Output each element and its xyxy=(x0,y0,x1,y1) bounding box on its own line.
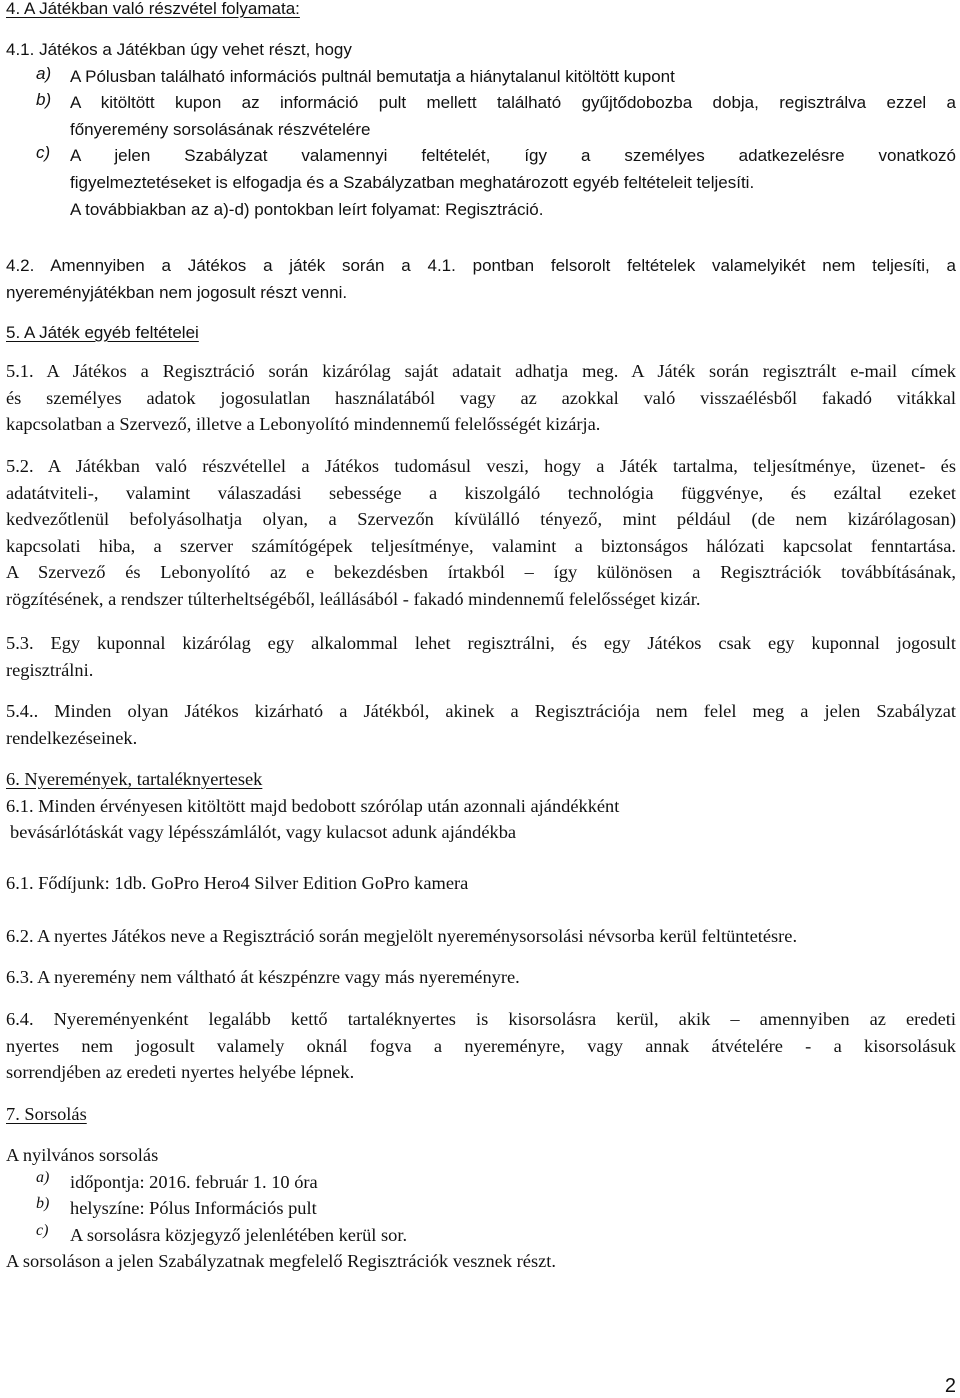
list-item-4-1-c xyxy=(6,143,956,170)
paragraph-6-2 xyxy=(6,923,956,950)
paragraph-5-2-line: kedvezőtlenül befolyásolhatja olyan, a Szervezőn kívülálló tényező, mint például (de nem kizárólagosan) xyxy=(6,509,956,530)
paragraph-5-4-line: 5.4.. Minden olyan Játékos kizárható a Játékból, akinek a Regisztrációja nem felel meg a jelen Szabályzat xyxy=(6,701,956,721)
list-item-4-1-c-cont xyxy=(6,170,956,197)
paragraph-5-2-line: 5.2. A Játékban való részvétellel a Játékos tudomásul veszi, hogy a Játék tartalma, teljesítménye, üzenet- és xyxy=(6,456,956,476)
paragraph-6-4-line: 6.4. Nyereményenként legalább kettő tartaléknyertes is kisorsolásra kerül, akik – amennyiben az eredeti xyxy=(6,1009,956,1029)
section-6-heading: 6. Nyeremények, tartaléknyertesek xyxy=(6,769,263,789)
paragraph-5-3-line: regisztrálni. xyxy=(6,659,94,680)
paragraph-6-4-line: nyertes nem jogosult valamely oknál fogva a nyereményre, vagy annak átvételére - a kisorsolásuk xyxy=(6,1035,956,1056)
list-text-a: A Pólusban található információs pultnál bemutatja a hiánytalanul kitöltött kupont xyxy=(70,66,675,86)
drawing-label-c: c) xyxy=(36,1221,49,1239)
paragraph-5-1-line: kapcsolatban a Szervező, illetve a Lebonyolító mindennemű felelősségét kizárja. xyxy=(6,414,601,435)
list-text-c-line-2: figyelmeztetéseket is elfogadja és a Szabályzatban meghatározott egyéb feltételeit teljesíti. xyxy=(70,172,755,192)
drawing-item-a xyxy=(6,1169,956,1196)
section-5-heading: 5. A Játék egyéb feltételei xyxy=(6,323,199,342)
grand-prize-line: 6.1. Fődíjunk: 1db. GoPro Hero4 Silver Edition GoPro kamera xyxy=(6,873,469,893)
drawing-closing: A sorsoláson a jelen Szabályzatnak megfelelő Regisztrációk vesznek részt. xyxy=(6,1251,556,1272)
paragraph-6-4 xyxy=(6,1006,956,1086)
paragraph-4-2-line-1: 4.2. Amennyiben a Játékos a játék során a 4.1. pontban felsorolt feltételek valamelyikét nem teljesíti, a xyxy=(6,256,956,275)
paragraph-6-3-line: 6.3. A nyeremény nem váltható át készpénzre vagy más nyereményre. xyxy=(6,967,520,987)
paragraph-5-2-line: kapcsolati hiba, a szerver számítógépek teljesítménye, valamint a biztonságos hálózati kapcsolat fenntartása. xyxy=(6,535,956,556)
paragraph-5-2 xyxy=(6,453,956,613)
page-number: 2 xyxy=(944,1375,956,1397)
list-item-4-1-b-cont xyxy=(6,117,956,144)
list-label-c: c) xyxy=(36,143,51,163)
paragraph-4-1-note: A továbbiakban az a)-d) pontokban leírt folyamat: Regisztráció. xyxy=(70,199,544,219)
paragraph-5-4-line: rendelkezéseinek. xyxy=(6,727,138,748)
section-6 xyxy=(6,766,956,846)
drawing-text-b: helyszíne: Pólus Információs pult xyxy=(70,1198,317,1219)
paragraph-5-4 xyxy=(6,698,956,751)
section-4 xyxy=(6,0,956,23)
list-text-b-line-1: A kitöltött kupon az információ pult mellett található gyűjtődobozba dobja, regisztrálva ezzel a xyxy=(70,93,956,113)
paragraph-5-3 xyxy=(6,630,956,683)
paragraph-6-4-line: sorrendjében az eredeti nyertes helyébe lépnek. xyxy=(6,1062,355,1083)
drawing-text-a: időpontja: 2016. február 1. 10 óra xyxy=(70,1171,318,1192)
list-item-4-1-a xyxy=(6,64,956,91)
list-text-b-line-2: főnyeremény sorsolásának részvételére xyxy=(70,119,371,139)
drawing-item-b xyxy=(6,1195,956,1222)
paragraph-5-1-line: és személyes adatok jogosulatlan használatából vagy az azokkal való visszaélésből fakadó vitákkal xyxy=(6,387,956,408)
paragraph-5-2-line: A Szervező és Lebonyolító az e bekezdésben írtakból – így különösen a Regisztrációk továbbításának, xyxy=(6,562,956,583)
drawing-label-a: a) xyxy=(36,1168,50,1186)
drawing-text-c: A sorsolásra közjegyző jelenlétében kerül sor. xyxy=(70,1224,408,1245)
paragraph-5-3-line: 5.3. Egy kuponnal kizárólag egy alkalommal lehet regisztrálni, és egy Játékos csak egy kuponnal jogosult xyxy=(6,633,956,653)
list-text-c-line-1: A jelen Szabályzat valamennyi feltételét, így a személyes adatkezelésre vonatkozó xyxy=(70,146,956,166)
section-7 xyxy=(6,1101,956,1128)
drawing-intro: A nyilvános sorsolás xyxy=(6,1145,159,1165)
paragraph-4-2-line-2: nyereményjátékban nem jogosult részt venni. xyxy=(6,282,348,302)
section-4-heading: 4. A Játékban való részvétel folyamata: xyxy=(6,0,300,18)
paragraph-5-1-line: 5.1. A Játékos a Regisztráció során kizárólag saját adatait adhatja meg. A Játék során regisztrált e-mail címek xyxy=(6,361,956,381)
drawing-details xyxy=(6,1142,956,1275)
paragraph-6-2-line: 6.2. A nyertes Játékos neve a Regisztráció során megjelölt nyereménysorsolási névsorba kerül feltüntetésre. xyxy=(6,926,798,946)
paragraph-4-1 xyxy=(6,37,956,223)
section-7-heading: 7. Sorsolás xyxy=(6,1104,87,1124)
paragraph-6-3 xyxy=(6,964,956,991)
paragraph-5-2-line: adatátviteli-, valamint válaszadási sebessége a kiszolgáló technológia függvénye, és ezáltal ezeket xyxy=(6,482,956,503)
list-item-4-1-b xyxy=(6,90,956,117)
paragraph-6-1-line-1: 6.1. Minden érvényesen kitöltött majd bedobott szórólap után azonnali ajándékként xyxy=(6,795,620,816)
drawing-item-c xyxy=(6,1222,956,1249)
section-5 xyxy=(6,320,956,347)
paragraph-5-2-line: rögzítésének, a rendszer túlterheltségéből, leállásából - fakadó mindennemű felelősséget kizár. xyxy=(6,588,701,609)
paragraph-4-1-intro: 4.1. Játékos a Játékban úgy vehet részt, hogy xyxy=(6,40,352,59)
paragraph-6-1-line-2: bevásárlótáskát vagy lépésszámlálót, vagy kulacsot adunk ajándékba xyxy=(10,822,517,843)
list-label-b: b) xyxy=(36,90,52,110)
drawing-label-b: b) xyxy=(36,1195,50,1213)
paragraph-5-1 xyxy=(6,358,956,438)
list-label-a: a) xyxy=(36,63,52,83)
paragraph-4-2 xyxy=(6,253,956,306)
paragraph-6-1-prize xyxy=(6,870,956,897)
paragraph-4-1-note-wrap xyxy=(6,197,956,224)
